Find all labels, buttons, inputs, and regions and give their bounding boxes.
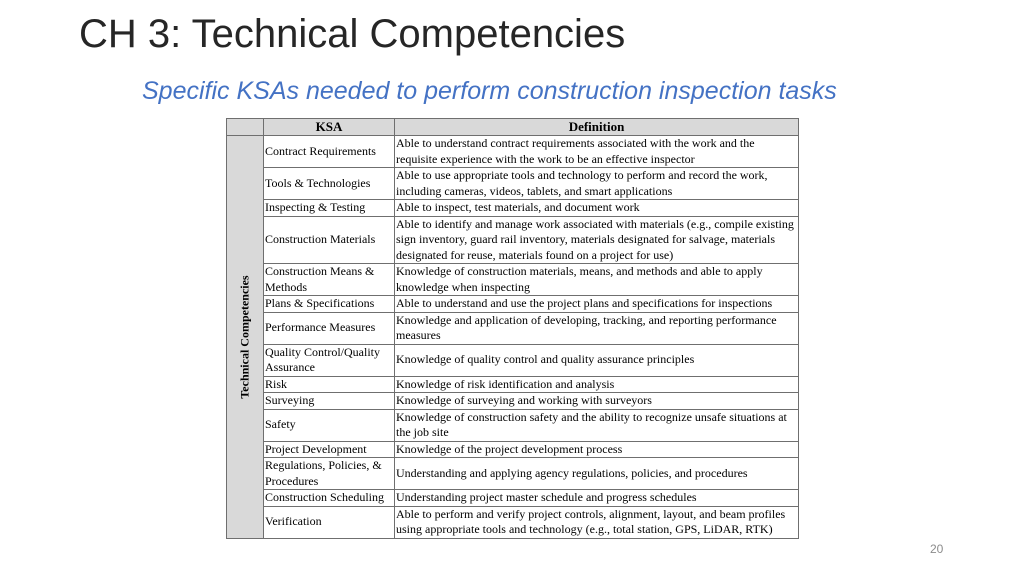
definition-cell: Knowledge of quality control and quality assurance principles <box>395 344 799 376</box>
definition-cell: Knowledge of risk identification and analysis <box>395 376 799 393</box>
ksa-table <box>226 118 799 539</box>
definition-cell: Understanding and applying agency regulations, policies, and procedures <box>395 458 799 490</box>
header-corner-cell <box>227 119 264 136</box>
ksa-cell: Contract Requirements <box>264 136 395 168</box>
ksa-cell: Inspecting & Testing <box>264 200 395 217</box>
definition-cell: Able to identify and manage work associated with materials (e.g., compile existing sign inventory, guard rail inventory, materials designated for salvage, materials designated for reuse, materials found on a project for use) <box>395 216 799 264</box>
ksa-cell: Safety <box>264 409 395 441</box>
ksa-cell: Construction Means & Methods <box>264 264 395 296</box>
ksa-cell: Construction Scheduling <box>264 490 395 507</box>
table-header-row <box>227 119 799 136</box>
definition-cell: Able to use appropriate tools and technology to perform and record the work, including cameras, videos, tablets, and smart applications <box>395 168 799 200</box>
ksa-cell: Construction Materials <box>264 216 395 264</box>
definition-cell: Able to understand contract requirements associated with the work and the requisite experience with the work to be an effective inspector <box>395 136 799 168</box>
definition-cell: Knowledge of the project development process <box>395 441 799 458</box>
table-row <box>227 136 799 168</box>
ksa-cell: Tools & Technologies <box>264 168 395 200</box>
table-row <box>227 344 799 376</box>
ksa-cell: Project Development <box>264 441 395 458</box>
table-row <box>227 458 799 490</box>
table-row <box>227 296 799 313</box>
table-row <box>227 168 799 200</box>
definition-cell: Able to perform and verify project controls, alignment, layout, and beam profiles using appropriate tools and technology (e.g., total station, GPS, LiDAR, RTK) <box>395 506 799 538</box>
slide-title: CH 3: Technical Competencies <box>79 12 626 56</box>
definition-cell: Knowledge of construction safety and the ability to recognize unsafe situations at the job site <box>395 409 799 441</box>
definition-cell: Knowledge and application of developing, tracking, and reporting performance measures <box>395 312 799 344</box>
ksa-cell: Surveying <box>264 393 395 410</box>
slide-subtitle: Specific KSAs needed to perform construction inspection tasks <box>142 77 837 105</box>
definition-cell: Knowledge of surveying and working with surveyors <box>395 393 799 410</box>
table-row <box>227 441 799 458</box>
definition-column-header: Definition <box>395 119 799 136</box>
table-row <box>227 200 799 217</box>
table-row <box>227 409 799 441</box>
ksa-cell: Plans & Specifications <box>264 296 395 313</box>
ksa-cell: Verification <box>264 506 395 538</box>
definition-cell: Able to inspect, test materials, and document work <box>395 200 799 217</box>
table-row <box>227 506 799 538</box>
page-number: 20 <box>930 542 944 556</box>
definition-cell: Knowledge of construction materials, means, and methods and able to apply knowledge when inspecting <box>395 264 799 296</box>
ksa-cell: Risk <box>264 376 395 393</box>
definition-cell: Understanding project master schedule and progress schedules <box>395 490 799 507</box>
table-row <box>227 376 799 393</box>
table-row <box>227 264 799 296</box>
row-group-label: Technical Competencies <box>237 275 252 399</box>
table-row <box>227 490 799 507</box>
ksa-cell: Quality Control/Quality Assurance <box>264 344 395 376</box>
table-row <box>227 216 799 264</box>
table-row <box>227 312 799 344</box>
ksa-cell: Regulations, Policies, & Procedures <box>264 458 395 490</box>
definition-cell: Able to understand and use the project plans and specifications for inspections <box>395 296 799 313</box>
ksa-cell: Performance Measures <box>264 312 395 344</box>
row-group-cell <box>227 136 264 539</box>
ksa-column-header: KSA <box>264 119 395 136</box>
table-row <box>227 393 799 410</box>
